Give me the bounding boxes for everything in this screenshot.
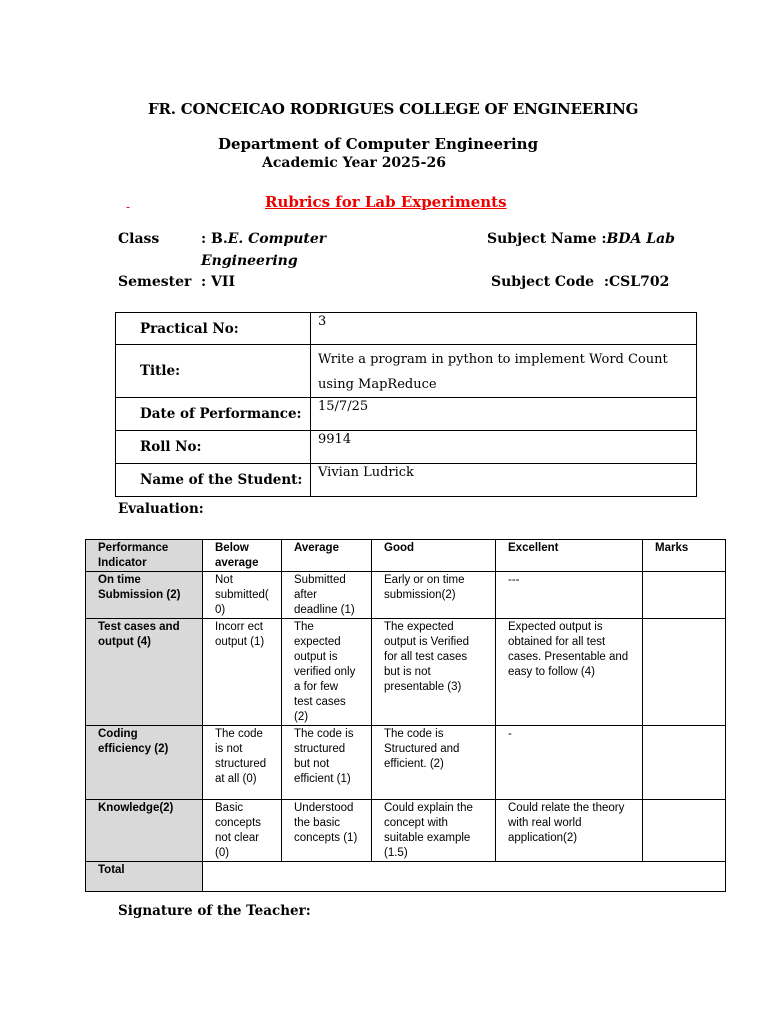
rubrics-table — [85, 539, 726, 892]
practical-no-label: Practical No: — [116, 313, 311, 345]
header-excellent: Excellent — [496, 540, 643, 572]
subject-name-value: BDA Lab — [606, 231, 675, 247]
indicator-cell: Coding efficiency (2) — [86, 726, 203, 800]
semester-label: Semester — [118, 274, 192, 290]
details-row-name — [116, 464, 697, 497]
details-row-practical — [116, 313, 697, 345]
marks-cell — [643, 619, 726, 726]
subject-code-label: Subject Code — [491, 274, 595, 290]
academic-year: Academic Year 2025-26 — [262, 155, 446, 171]
average-cell: Submitted after deadline (1) — [282, 572, 372, 619]
rubrics-header-row — [86, 540, 726, 572]
header-below-average: Below average — [203, 540, 282, 572]
marks-cell — [643, 726, 726, 800]
details-row-roll — [116, 431, 697, 464]
indicator-cell: Knowledge(2) — [86, 800, 203, 862]
below-average-cell: The code is not structured at all (0) — [203, 726, 282, 800]
student-details-table — [115, 312, 697, 497]
good-cell: The code is Structured and efficient. (2) — [372, 726, 496, 800]
below-average-cell: Not submitted( 0) — [203, 572, 282, 619]
header-good: Good — [372, 540, 496, 572]
title-label: Title: — [116, 345, 311, 398]
below-average-cell: Basic concepts not clear (0) — [203, 800, 282, 862]
class-value-italic: E. Computer — [227, 231, 327, 247]
average-cell: The code is structured but not efficient (1) — [282, 726, 372, 800]
below-average-cell: Incorr ect output (1) — [203, 619, 282, 726]
excellent-cell: --- — [496, 572, 643, 619]
title-value: Write a program in python to implement Word Count using MapReduce — [311, 345, 697, 398]
student-name-value: Vivian Ludrick — [311, 464, 697, 497]
subject-name — [487, 231, 675, 247]
subject-name-label: Subject Name : — [487, 231, 607, 247]
subject-code-value: :CSL702 — [603, 274, 670, 290]
good-cell: The expected output is Verified for all test cases but is not presentable (3) — [372, 619, 496, 726]
good-cell: Early or on time submission(2) — [372, 572, 496, 619]
subject-code — [491, 274, 669, 290]
marks-cell — [643, 572, 726, 619]
semester-value: : VII — [201, 274, 236, 290]
roll-no-label: Roll No: — [116, 431, 311, 464]
average-cell: Understood the basic concepts (1) — [282, 800, 372, 862]
student-name-label: Name of the Student: — [116, 464, 311, 497]
details-row-title — [116, 345, 697, 398]
class-label: Class — [118, 231, 160, 247]
header-marks: Marks — [643, 540, 726, 572]
roll-no-value: 9914 — [311, 431, 697, 464]
total-label: Total — [86, 862, 203, 892]
excellent-cell: Could relate the theory with real world application(2) — [496, 800, 643, 862]
excellent-cell: Expected output is obtained for all test cases. Presentable and easy to follow (4) — [496, 619, 643, 726]
rubric-row-total — [86, 862, 726, 892]
date-label: Date of Performance: — [116, 398, 311, 431]
practical-no-value: 3 — [311, 313, 697, 345]
indicator-cell: Test cases and output (4) — [86, 619, 203, 726]
excellent-cell: - — [496, 726, 643, 800]
average-cell: The expected output is verified only a for few test cases (2) — [282, 619, 372, 726]
rubric-row-on-time — [86, 572, 726, 619]
date-value: 15/7/25 — [311, 398, 697, 431]
details-row-date — [116, 398, 697, 431]
rubric-row-knowledge — [86, 800, 726, 862]
college-name: FR. CONCEICAO RODRIGUES COLLEGE OF ENGINEERING — [148, 100, 639, 118]
header-average: Average — [282, 540, 372, 572]
total-value — [203, 862, 726, 892]
good-cell: Could explain the concept with suitable example (1.5) — [372, 800, 496, 862]
red-dash: - — [126, 200, 131, 214]
class-value-line2-text: Engineering — [201, 253, 298, 269]
rubric-row-test-cases — [86, 619, 726, 726]
class-value-line2 — [201, 253, 298, 269]
evaluation-label: Evaluation: — [118, 501, 204, 517]
department-name: Department of Computer Engineering — [218, 135, 539, 153]
document-title: Rubrics for Lab Experiments — [265, 193, 507, 211]
indicator-cell: On time Submission (2) — [86, 572, 203, 619]
class-value-prefix: : B. — [201, 231, 228, 247]
rubric-row-coding-efficiency — [86, 726, 726, 800]
class-value — [201, 231, 326, 247]
teacher-signature-label: Signature of the Teacher: — [118, 903, 311, 919]
header-performance-indicator: Performance Indicator — [86, 540, 203, 572]
marks-cell — [643, 800, 726, 862]
